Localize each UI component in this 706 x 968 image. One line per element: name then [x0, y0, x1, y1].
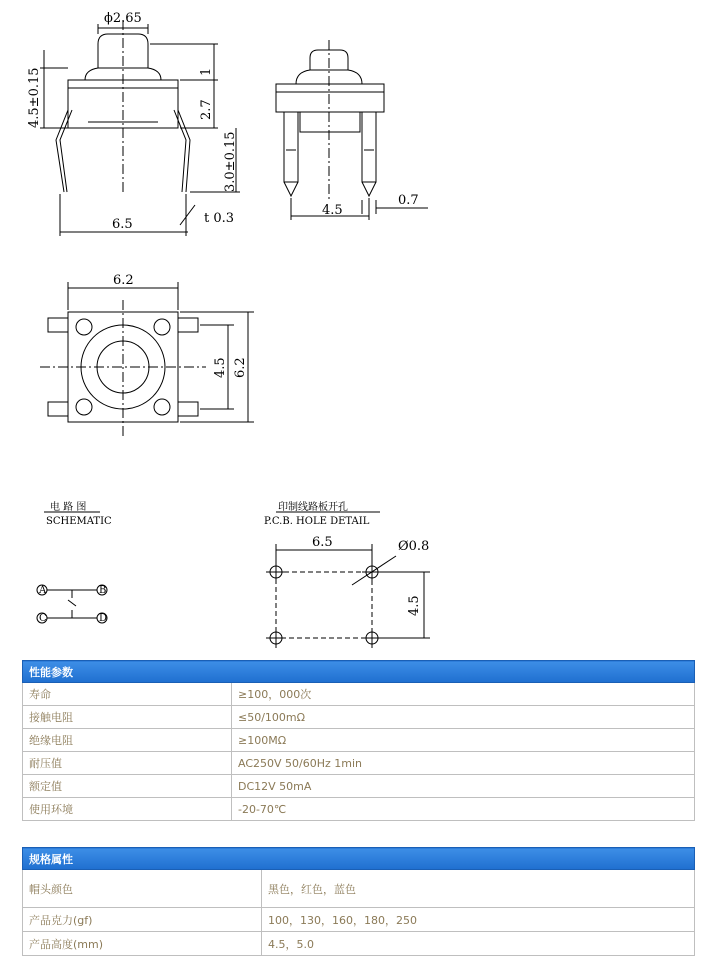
- row-value: ≥100MΩ: [232, 729, 695, 752]
- pcb-title-cn: 印制线路板开孔: [278, 502, 348, 513]
- table-row: [23, 775, 695, 798]
- row-value: DC12V 50mA: [232, 775, 695, 798]
- performance-title: 性能参数: [23, 661, 695, 683]
- pcb-spacing-y: 4.5: [407, 595, 422, 616]
- dim-cap-height: 1: [199, 67, 214, 76]
- dim-thickness: t 0.3: [204, 211, 235, 226]
- table-row: [23, 932, 695, 956]
- terminal-c: C: [39, 613, 47, 624]
- specs-title: 规格属性: [23, 848, 695, 870]
- table-row: [23, 870, 695, 908]
- schematic: [37, 512, 107, 623]
- terminal-d: D: [99, 613, 108, 624]
- performance-table: [22, 660, 695, 821]
- row-value: ≤50/100mΩ: [232, 706, 695, 729]
- table-row: [23, 752, 695, 775]
- row-value: 4.5，5.0: [262, 932, 695, 956]
- dim-cap-diameter: ϕ2.65: [104, 11, 142, 26]
- dim-total-height: 4.5±0.15: [27, 67, 42, 128]
- terminal-b: B: [99, 585, 107, 596]
- schematic-title-cn: 电 路 图: [50, 502, 87, 513]
- dim-top-inner: 4.5: [213, 357, 228, 378]
- dim-pin-spacing: 4.5: [322, 203, 343, 218]
- terminal-a: A: [39, 585, 47, 596]
- pcb-hole-detail: [266, 512, 430, 648]
- table-row: [23, 683, 695, 706]
- row-value: ≥100，000次: [232, 683, 695, 706]
- pcb-spacing-x: 6.5: [312, 535, 333, 550]
- row-label: 额定值: [23, 775, 232, 798]
- schematic-title-en: SCHEMATIC: [46, 516, 112, 527]
- table-row: [23, 908, 695, 932]
- dim-pin-width: 0.7: [398, 193, 419, 208]
- row-label: 接触电阻: [23, 706, 232, 729]
- row-value: 黑色，红色，蓝色: [262, 870, 695, 908]
- row-label: 寿命: [23, 683, 232, 706]
- dim-pin-length: 3.0±0.15: [223, 131, 238, 192]
- dim-side-width: 6.5: [112, 217, 133, 232]
- row-value: AC250V 50/60Hz 1min: [232, 752, 695, 775]
- dim-top-width: 6.2: [113, 273, 134, 288]
- dim-body-height: 2.7: [199, 99, 214, 120]
- row-value: 100，130，160，180，250: [262, 908, 695, 932]
- row-label: 产品高度(mm): [23, 932, 262, 956]
- side-view: [40, 20, 240, 236]
- row-label: 帽头颜色: [23, 870, 262, 908]
- specs-table: [22, 847, 695, 956]
- table-row: [23, 706, 695, 729]
- pcb-hole-size: Ø0.8: [398, 539, 430, 554]
- row-label: 使用环境: [23, 798, 232, 821]
- row-value: -20-70℃: [232, 798, 695, 821]
- table-row: [23, 798, 695, 821]
- row-label: 耐压值: [23, 752, 232, 775]
- dim-top-height: 6.2: [233, 357, 248, 378]
- pcb-title-en: P.C.B. HOLE DETAIL: [264, 516, 370, 527]
- row-label: 产品克力(gf): [23, 908, 262, 932]
- row-label: 绝缘电阻: [23, 729, 232, 752]
- table-row: [23, 729, 695, 752]
